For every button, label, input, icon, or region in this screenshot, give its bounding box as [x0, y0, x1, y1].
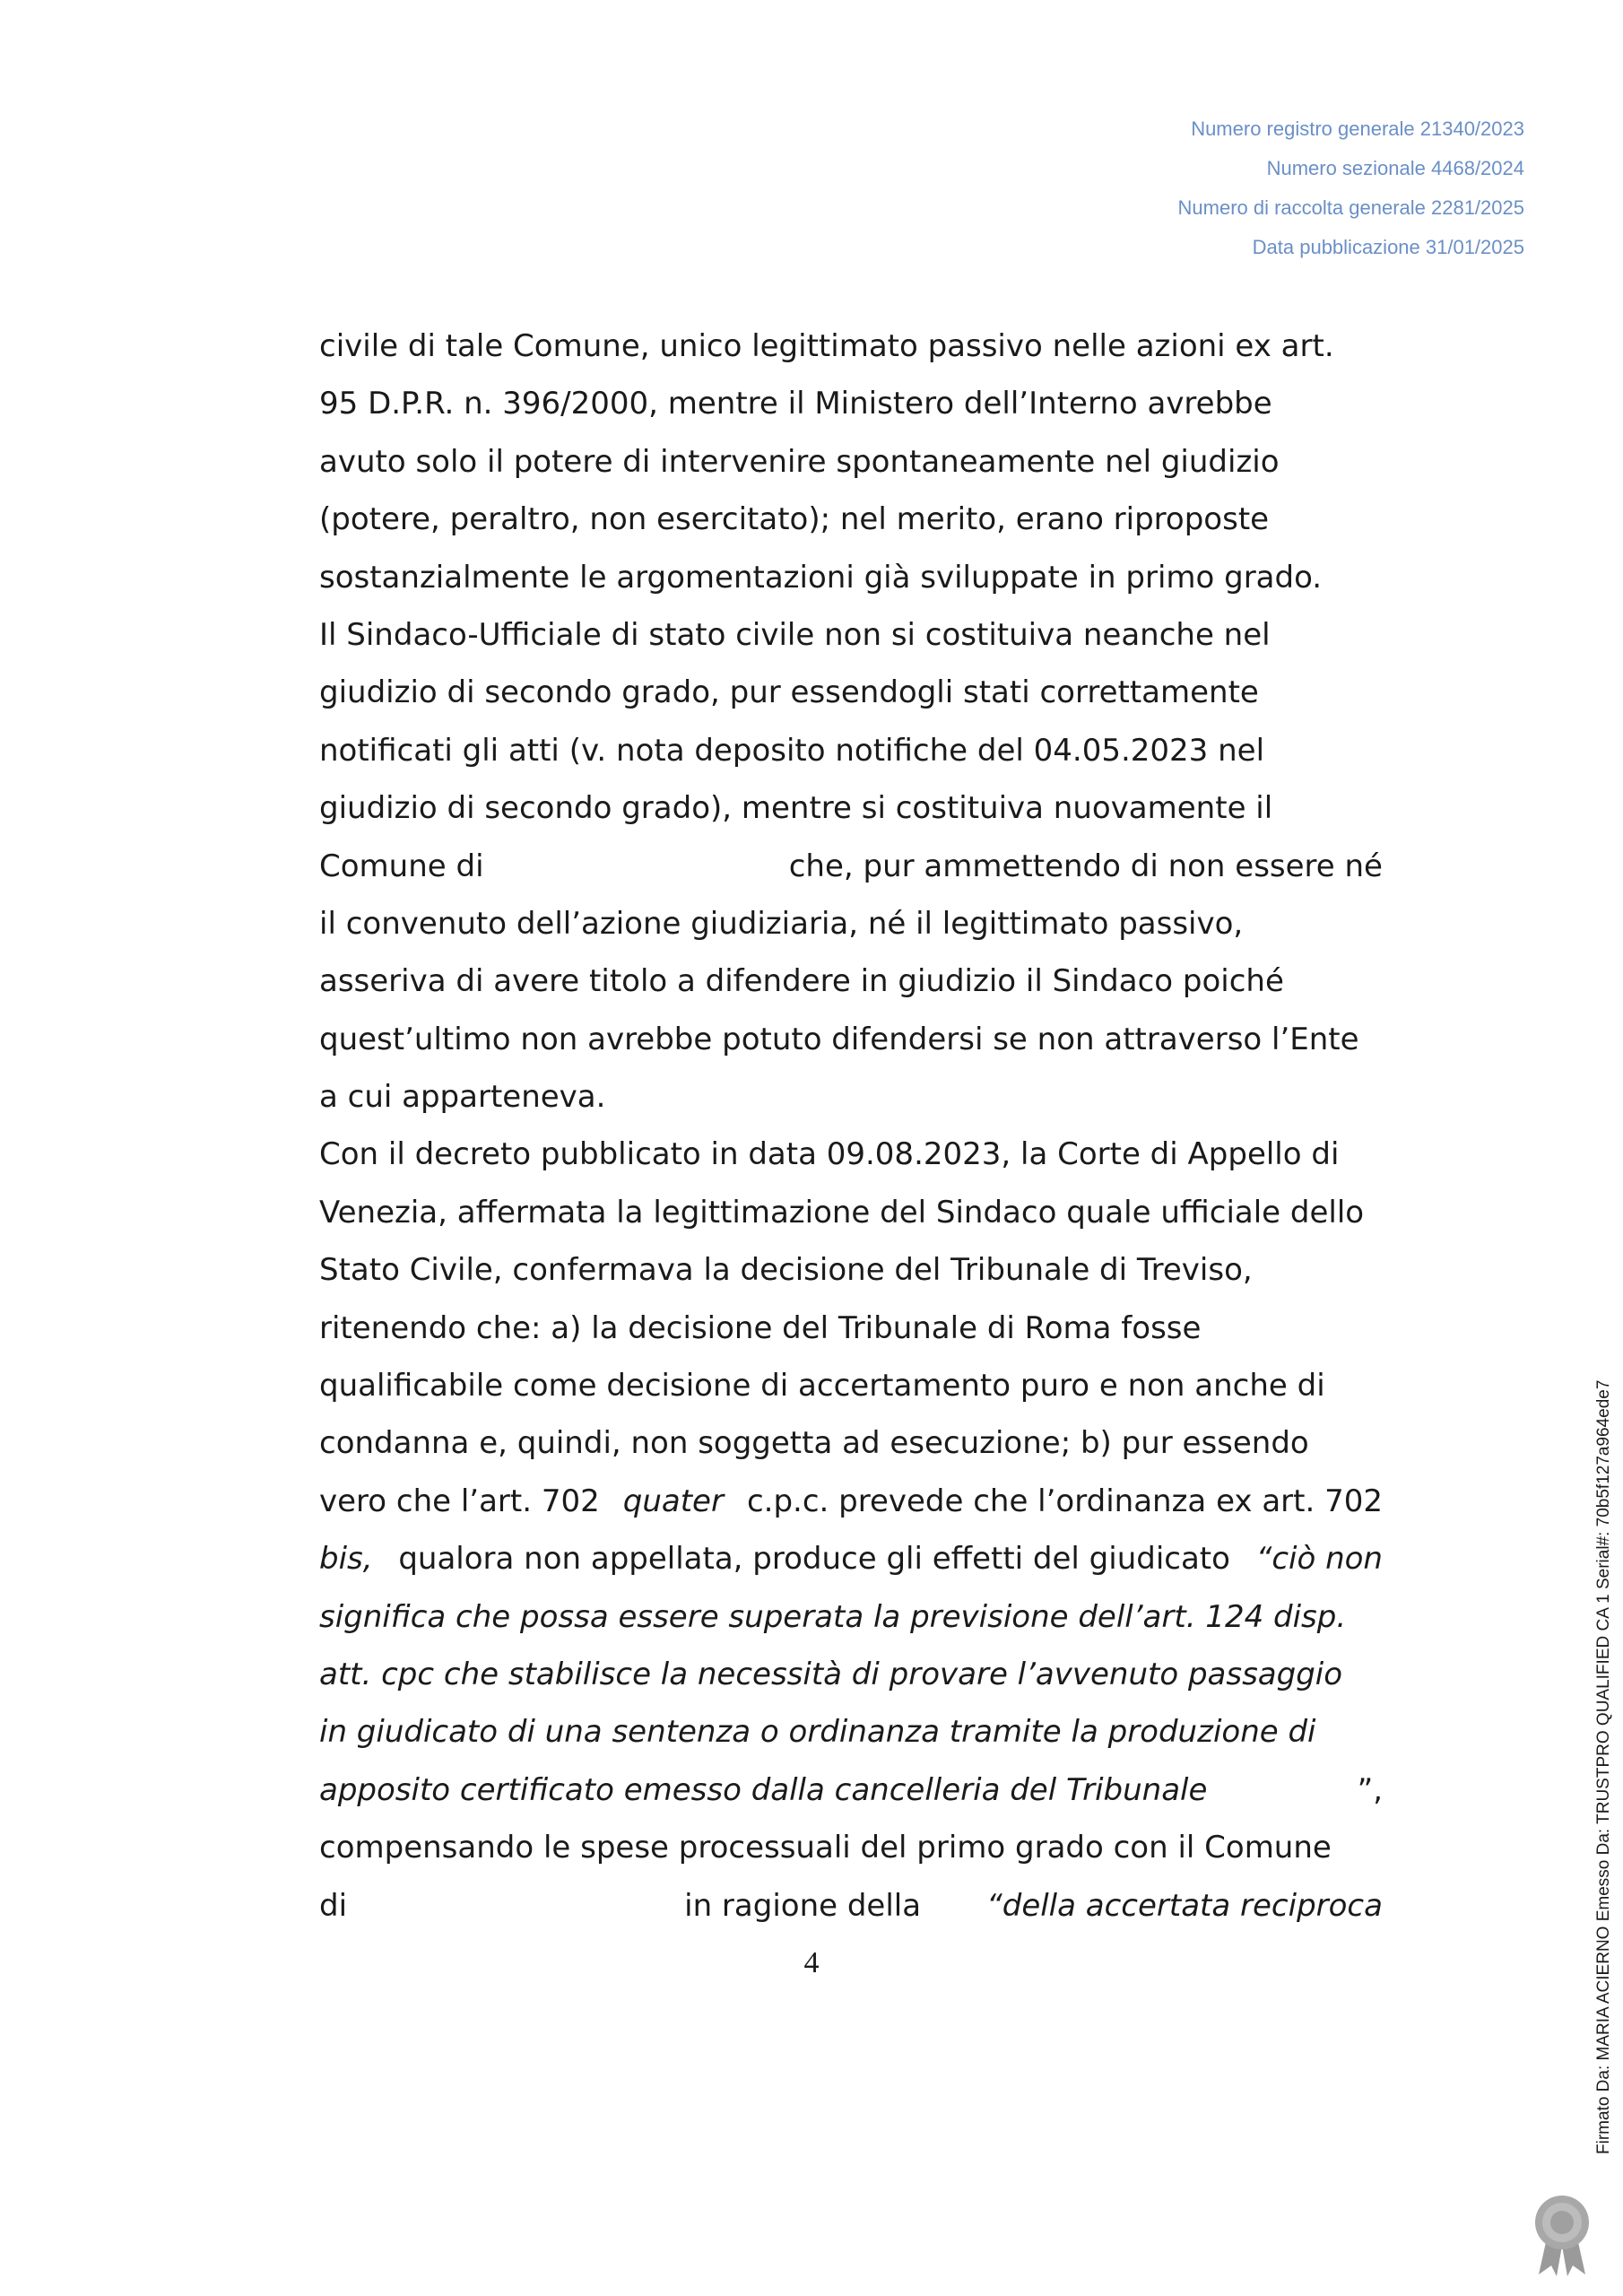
text-line: condanna e, quindi, non soggetta ad esecuzione; b) pur essendo: [319, 1425, 1309, 1462]
data-pubblicazione: Data pubblicazione 31/01/2025: [1252, 236, 1524, 258]
body-text: [319, 317, 1383, 1935]
text-fragment: qualora non appellata, produce gli effetti del giudicato: [398, 1541, 1230, 1578]
text-line: [319, 1877, 1383, 1935]
text-fragment: ”,: [1357, 1771, 1383, 1808]
text-fragment: di: [319, 1887, 348, 1924]
text-line: compensando le spese processuali del primo grado con il Comune: [319, 1830, 1332, 1866]
official-seal-icon: [1526, 2188, 1598, 2278]
text-line: avuto solo il potere di intervenire spontaneamente nel giudizio: [319, 443, 1280, 480]
text-fragment: che, pur ammettendo di non essere né: [788, 848, 1383, 884]
redacted-name: [412, 1877, 619, 1935]
numero-sezionale: Numero sezionale 4468/2024: [1266, 157, 1524, 179]
text-line: [319, 1530, 1383, 1587]
text-line: [319, 838, 1383, 895]
text-line: in giudicato di una sentenza o ordinanza tramite la produzione di: [319, 1714, 1316, 1751]
text-line: giudizio di secondo grado), mentre si costituiva nuovamente il: [319, 790, 1273, 827]
italic-fragment: “ciò non: [1255, 1541, 1383, 1578]
text-fragment: Comune di: [319, 848, 484, 884]
text-line: Con il decreto pubblicato in data 09.08.2023, la Corte di Appello di: [319, 1136, 1340, 1173]
italic-fragment: bis,: [319, 1541, 373, 1578]
text-line: ritenendo che: a) la decisione del Tribunale di Roma fosse: [319, 1309, 1202, 1346]
italic-fragment: apposito certificato emesso dalla cancelleria del Tribunale: [319, 1771, 1208, 1808]
text-line: (potere, peraltro, non esercitato); nel merito, erano riproposte: [319, 501, 1270, 538]
text-line: Stato Civile, confermava la decisione del Tribunale di Treviso,: [319, 1252, 1253, 1289]
page-number: 4: [803, 1946, 820, 1979]
text-line: att. cpc che stabilisce la necessità di provare l’avvenuto passaggio: [319, 1656, 1343, 1692]
text-fragment: c.p.c. prevede che l’ordinanza ex art. 702: [746, 1483, 1383, 1519]
text-line: il convenuto dell’azione giudiziaria, né il legittimato passivo,: [319, 905, 1244, 942]
text-line: significa che possa essere superata la previsione dell’art. 124 disp.: [319, 1598, 1347, 1635]
registry-header: [1178, 109, 1524, 267]
raccolta-generale: Numero di raccolta generale 2281/2025: [1177, 196, 1524, 219]
text-fragment: vero che l’art. 702: [319, 1483, 600, 1519]
text-line: Il Sindaco-Ufficiale di stato civile non si costituiva neanche nel: [319, 616, 1271, 653]
text-line: giudizio di secondo grado, pur essendogli stati correttamente: [319, 674, 1259, 711]
italic-fragment: quater: [622, 1483, 724, 1519]
text-line: notificati gli atti (v. nota deposito notifiche del 04.05.2023 nel: [319, 732, 1265, 769]
text-line: asseriva di avere titolo a difendere in giudizio il Sindaco poiché: [319, 963, 1284, 1000]
text-line: quest’ultimo non avrebbe potuto difendersi se non attraverso l’Ente: [319, 1021, 1359, 1057]
text-fragment: in ragione della: [684, 1887, 922, 1924]
text-line: a cui apparteneva.: [319, 1079, 606, 1116]
text-line: civile di tale Comune, unico legittimato passivo nelle azioni ex art.: [319, 328, 1334, 364]
digital-signature-text: Firmato Da: MARIA ACIERNO Emesso Da: TRUSTPRO QUALIFIED CA 1 Serial#: 70b5f127a964ede7: [1594, 1379, 1613, 2154]
text-line: sostanzialmente le argomentazioni già sviluppate in primo grado.: [319, 559, 1323, 596]
text-line: [319, 1761, 1383, 1819]
text-line: Venezia, affermata la legittimazione del Sindaco quale ufficiale dello: [319, 1194, 1365, 1231]
redacted-name: [520, 838, 753, 895]
registro-generale: Numero registro generale 21340/2023: [1191, 117, 1524, 140]
italic-fragment: “della accertata reciproca: [986, 1887, 1383, 1924]
text-line: qualificabile come decisione di accertamento puro e non anche di: [319, 1368, 1325, 1405]
text-line: [319, 1473, 1383, 1530]
text-line: 95 D.P.R. n. 396/2000, mentre il Ministero dell’Interno avrebbe: [319, 386, 1272, 422]
